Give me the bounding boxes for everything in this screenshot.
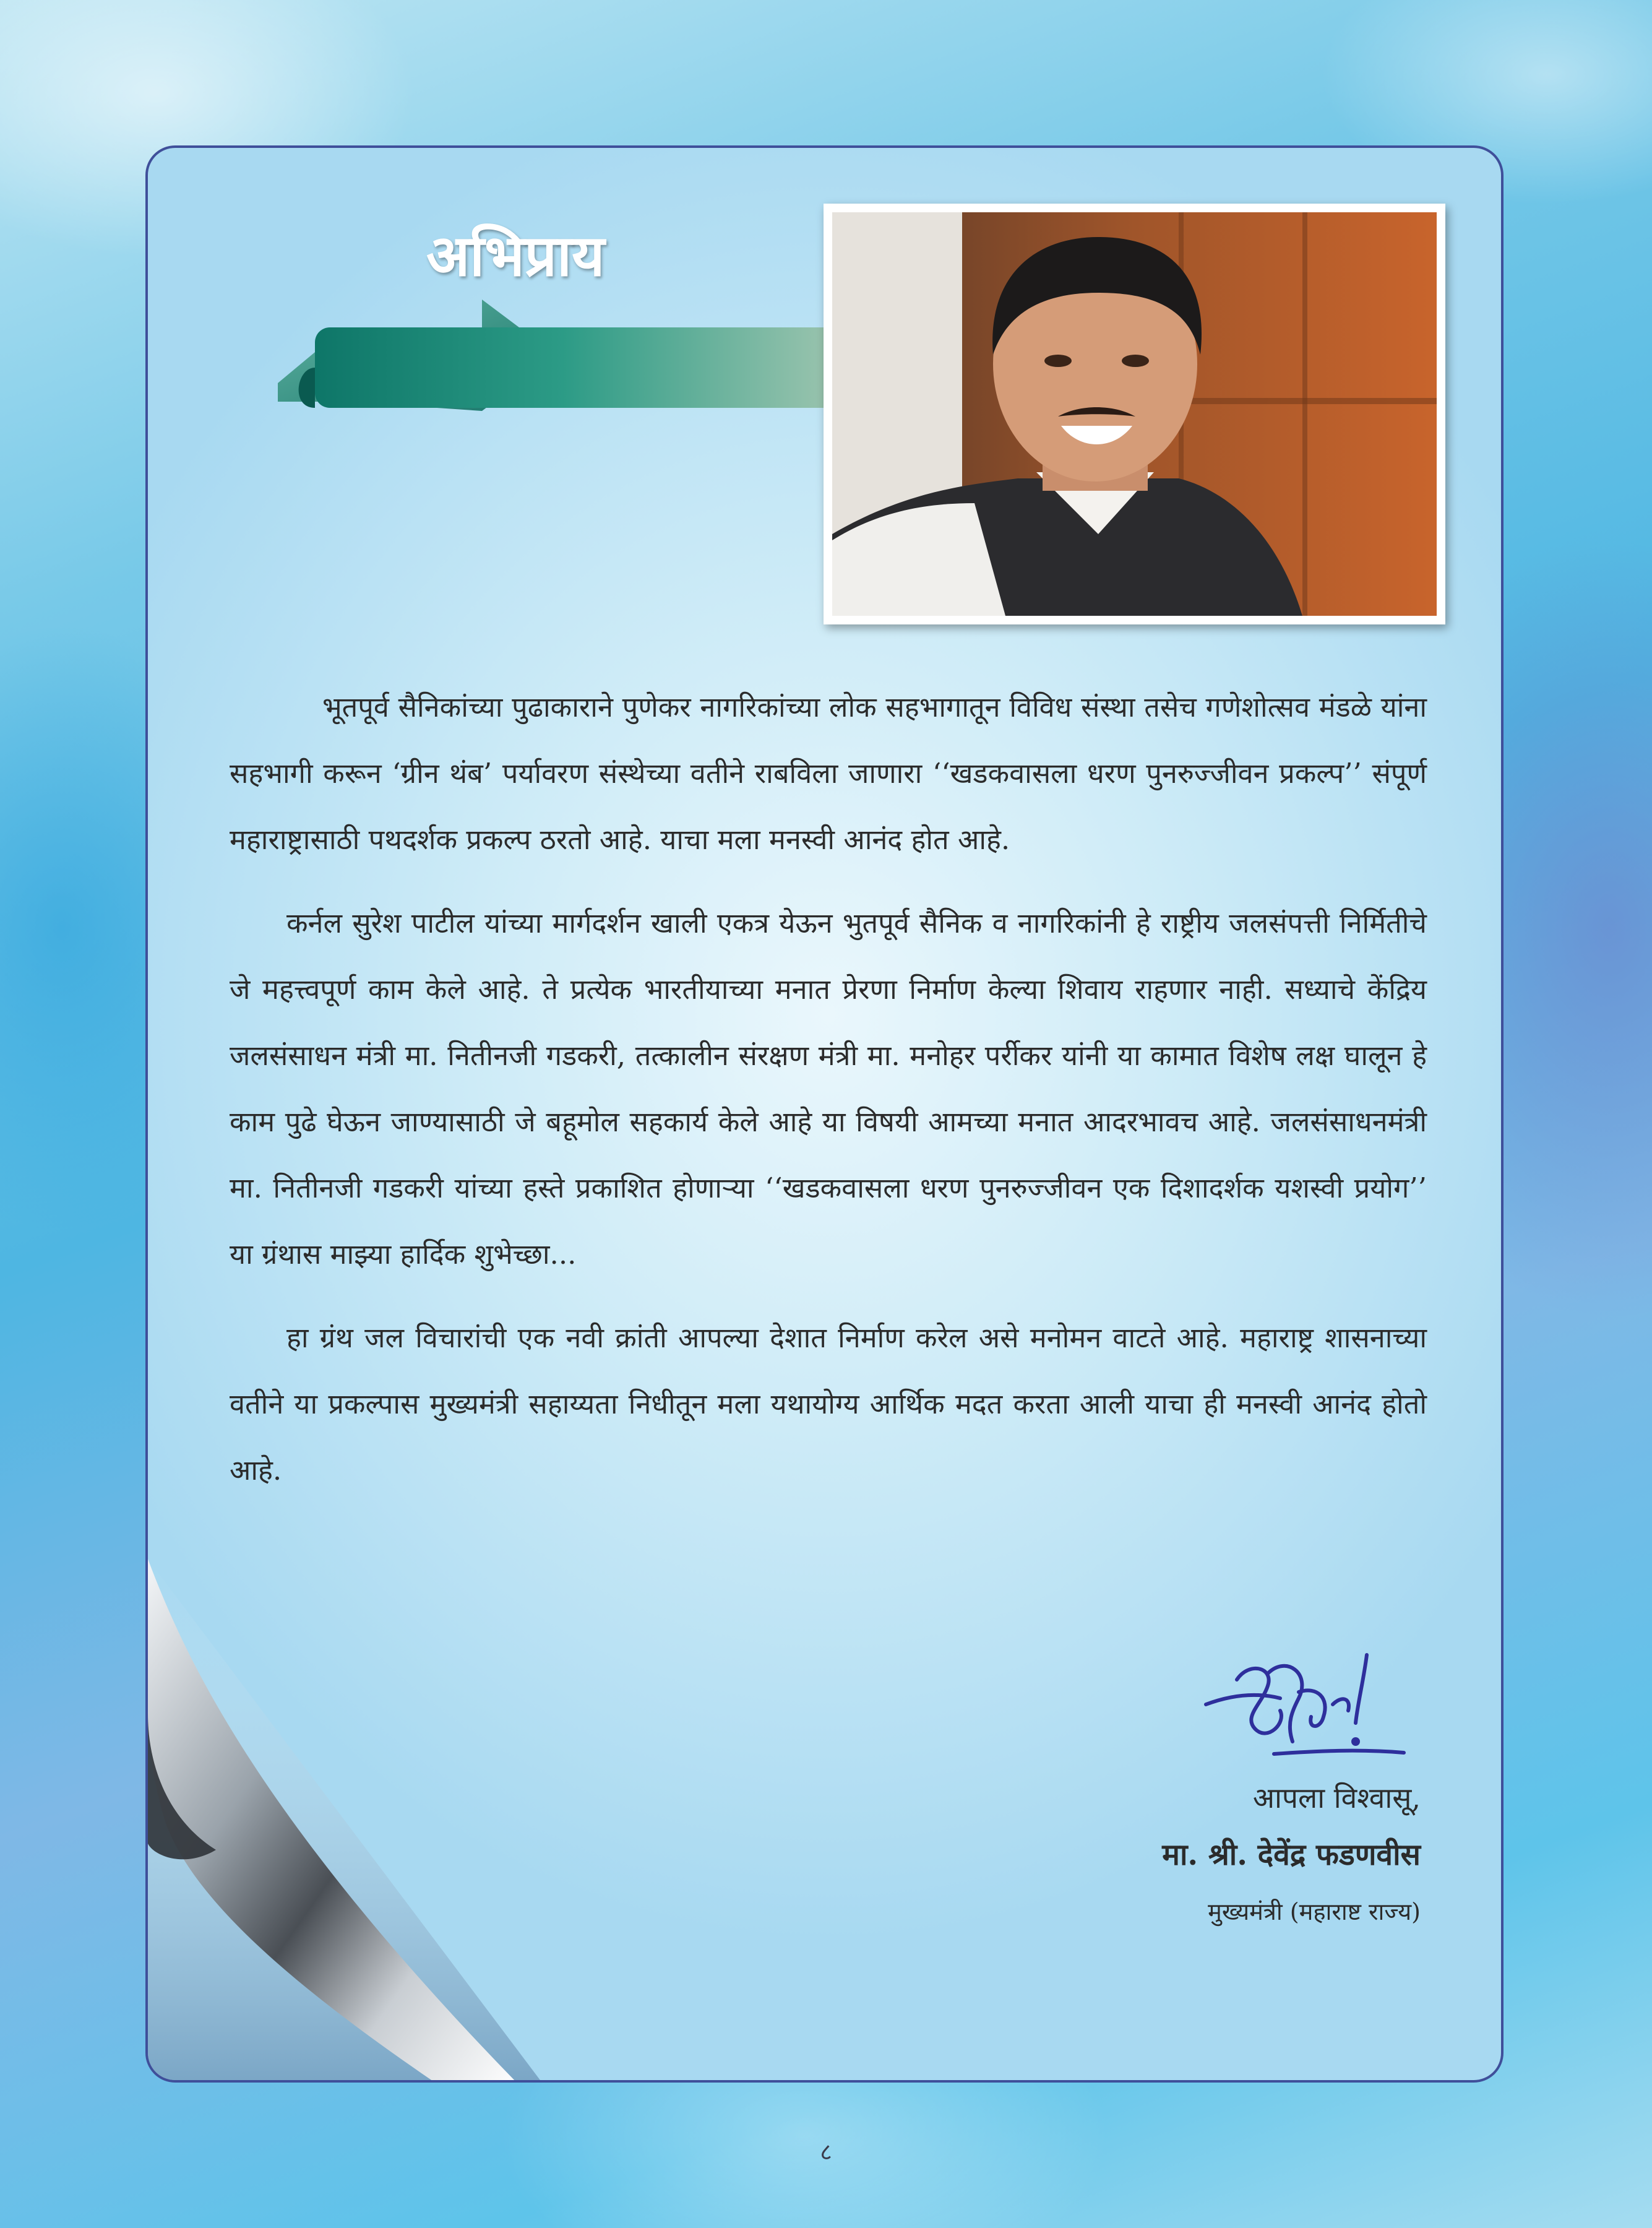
- page-number: ८: [820, 2138, 832, 2165]
- signatory-title: मुख्यमंत्री (महाराष्ट राज्य): [1208, 1898, 1421, 1925]
- letter-panel: [145, 145, 1504, 2083]
- letter-body: [230, 674, 1427, 1521]
- page-curl-decoration: [148, 1559, 544, 2083]
- page-title: अभिप्राय: [426, 223, 605, 289]
- closing-salutation: आपला विश्वासू,: [1252, 1781, 1421, 1815]
- portrait-photo: [824, 204, 1445, 624]
- paragraph-2: कर्नल सुरेश पाटील यांच्या मार्गदर्शन खाली एकत्र येऊन भुतपूर्व सैनिक व नागरिकांनी हे राष्ट्रीय जलसंपत्ती निर्मितीचे जे महत्त्वपूर्ण काम केले आहे. ते प्रत्येक भारतीयाच्या मनात प्रेरणा निर्माण केल्या शिवाय राहणार नाही. सध्याचे केंद्रिय जलसंसाधन मंत्री मा. नितीनजी गडकरी, तत्कालीन संरक्षण मंत्री मा. मनोहर पर्रीकर यांनी या कामात विशेष लक्ष घालून हे काम पुढे घेऊन जाण्यासाठी जे बहूमोल सहकार्य केले आहे या विषयी आमच्या मनात आदरभावच आहे. जलसंसाधनमंत्री मा. नितीनजी गडकरी यांच्या हस्ते प्रकाशित होणाऱ्या ‘‘खडकवासला धरण पुनरुज्जीवन एक दिशादर्शक यशस्वी प्रयोग’’ या ग्रंथास माझ्या हार्दिक शुभेच्छा...: [230, 907, 1427, 1271]
- portrait-photo-icon: [832, 212, 1437, 616]
- paragraph-1: भूतपूर्व सैनिकांच्या पुढाकाराने पुणेकर नागरिकांच्या लोक सहभागातून विविध संस्था तसेच गणेशोत्सव मंडळे यांना सहभागी करून ‘ग्रीन थंब’ पर्यावरण संस्थेच्या वतीने राबविला जाणारा ‘‘खडकवासला धरण पुनरुज्जीवन प्रकल्प’’ संपूर्ण महाराष्ट्रासाठी पथदर्शक प्रकल्प ठरतो आहे. याचा मला मनस्वी आनंद होत आहे.: [230, 691, 1427, 856]
- signature-icon: [1194, 1636, 1416, 1779]
- closing-block: [864, 1769, 1421, 1940]
- paragraph-3: हा ग्रंथ जल विचारांची एक नवी क्रांती आपल्या देशात निर्माण करेल असे मनोमन वाटते आहे. महाराष्ट्र शासनाच्या वतीने या प्रकल्पास मुख्यमंत्री सहाय्यता निधीतून मला यथायोग्य आर्थिक मदत करता आली याचा ही मनस्वी आनंद होतो आहे.: [230, 1321, 1427, 1487]
- signatory-name: मा. श्री. देवेंद्र फडणवीस: [1162, 1837, 1421, 1872]
